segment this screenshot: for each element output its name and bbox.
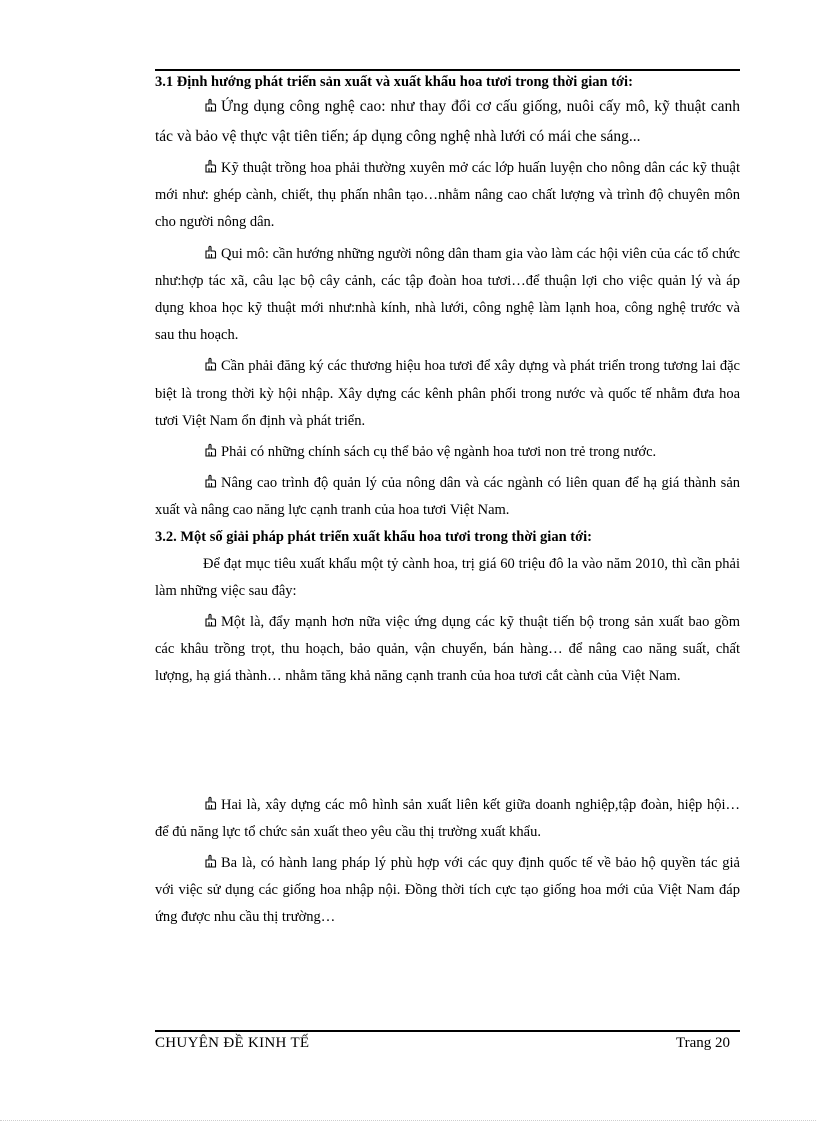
page-body [155,72,740,932]
blank-space [155,691,740,788]
header-rule [155,69,740,71]
pointing-hand-icon [203,613,217,627]
paragraph [155,470,740,524]
pointing-hand-icon [203,796,217,810]
paragraph-text: Ba là, có hành lang pháp lý phù hợp với các quy định quốc tế về bảo hộ quyền tác giả với việc sử dụng các giống hoa nhập nội. Đồng thời tích cực tạo giống hoa mới của Việt Nam đáp ứng được nhu cầu thị trường… [155,855,740,926]
paragraph-text: Nâng cao trình độ quản lý của nông dân và các ngành có liên quan để hạ giá thành sản xuất và nâng cao năng lực cạnh tranh của hoa tươi Việt Nam. [155,475,740,519]
heading-3-1: 3.1 Định hướng phát triển sản xuất và xuất khẩu hoa tươi trong thời gian tới: [155,74,633,90]
paragraph [155,92,740,151]
paragraph [155,241,740,350]
paragraph-text: Kỹ thuật trồng hoa phải thường xuyên mở các lớp huấn luyện cho nông dân các kỹ thuật mới như: ghép cành, chiết, thụ phấn nhân tạo…nhằm nâng cao chất lượng và trình độ chuyên môn cho người nông dân. [155,160,740,231]
page-edge [0,1120,816,1121]
paragraph [155,850,740,932]
paragraph [155,792,740,846]
paragraph-text: Một là, đẩy mạnh hơn nữa việc ứng dụng các kỹ thuật tiến bộ trong sản xuất bao gồm các khâu trồng trọt, thu hoạch, bảo quản, vận chuyển, bán hàng… để nâng cao năng suất, chất lượng, hạ giá thành… nhằm tăng khả năng cạnh tranh của hoa tươi cắt cành của Việt Nam. [155,614,740,685]
footer-rule [155,1030,740,1032]
pointing-hand-icon [203,854,217,868]
paragraph [155,439,740,466]
paragraph-text: Cần phải đăng ký các thương hiệu hoa tươi để xây dựng và phát triển trong tương lai đặc biệt là trong thời kỳ hội nhập. Xây dựng các kênh phân phối trong nước và quốc tế nhằm đưa hoa tươi Việt Nam ổn định và phát triển. [155,358,740,429]
page-number: Trang 20 [675,1035,730,1051]
paragraph-text: Phải có những chính sách cụ thể bảo vệ ngành hoa tươi non trẻ trong nước. [221,444,657,461]
pointing-hand-icon [203,159,217,173]
pointing-hand-icon [203,443,217,457]
pointing-hand-icon [203,98,217,112]
paragraph [155,353,740,435]
heading-3-2: 3.2. Một số giải pháp phát triển xuất khẩu hoa tươi trong thời gian tới: [155,528,592,545]
paragraph-text: Hai là, xây dựng các mô hình sản xuất liên kết giữa doanh nghiệp,tập đoàn, hiệp hội… để đủ năng lực tổ chức sản xuất theo yêu cầu thị trường xuất khẩu. [155,796,740,840]
paragraph-text: Qui mô: cần hướng những người nông dân tham gia vào làm các hội viên của các tổ chức như:hợp tác xã, câu lạc bộ cây cảnh, các tập đoàn hoa tươi…để thuận lợi cho việc quản lý và áp dụng khoa học kỹ thuật mới như:nhà kính, nhà lưới, công nghệ làm lạnh hoa, công nghệ trước và sau thu hoạch. [155,245,740,344]
pointing-hand-icon [203,245,217,259]
pointing-hand-icon [203,357,217,371]
paragraph-intro: Để đạt mục tiêu xuất khẩu một tỷ cành hoa, trị giá 60 triệu đô la vào năm 2010, thì cần phải làm những việc sau đây: [155,555,740,599]
paragraph [155,609,740,691]
paragraph-text: Ứng dụng công nghệ cao: như thay đổi cơ cấu giống, nuôi cấy mô, kỹ thuật canh tác và bảo vệ thực vật tiên tiến; áp dụng công nghệ nhà lưới có mái che sáng... [155,98,740,145]
paragraph [155,155,740,237]
pointing-hand-icon [203,474,217,488]
footer-title: CHUYÊN ĐỀ KINH TẾ [155,1035,310,1051]
